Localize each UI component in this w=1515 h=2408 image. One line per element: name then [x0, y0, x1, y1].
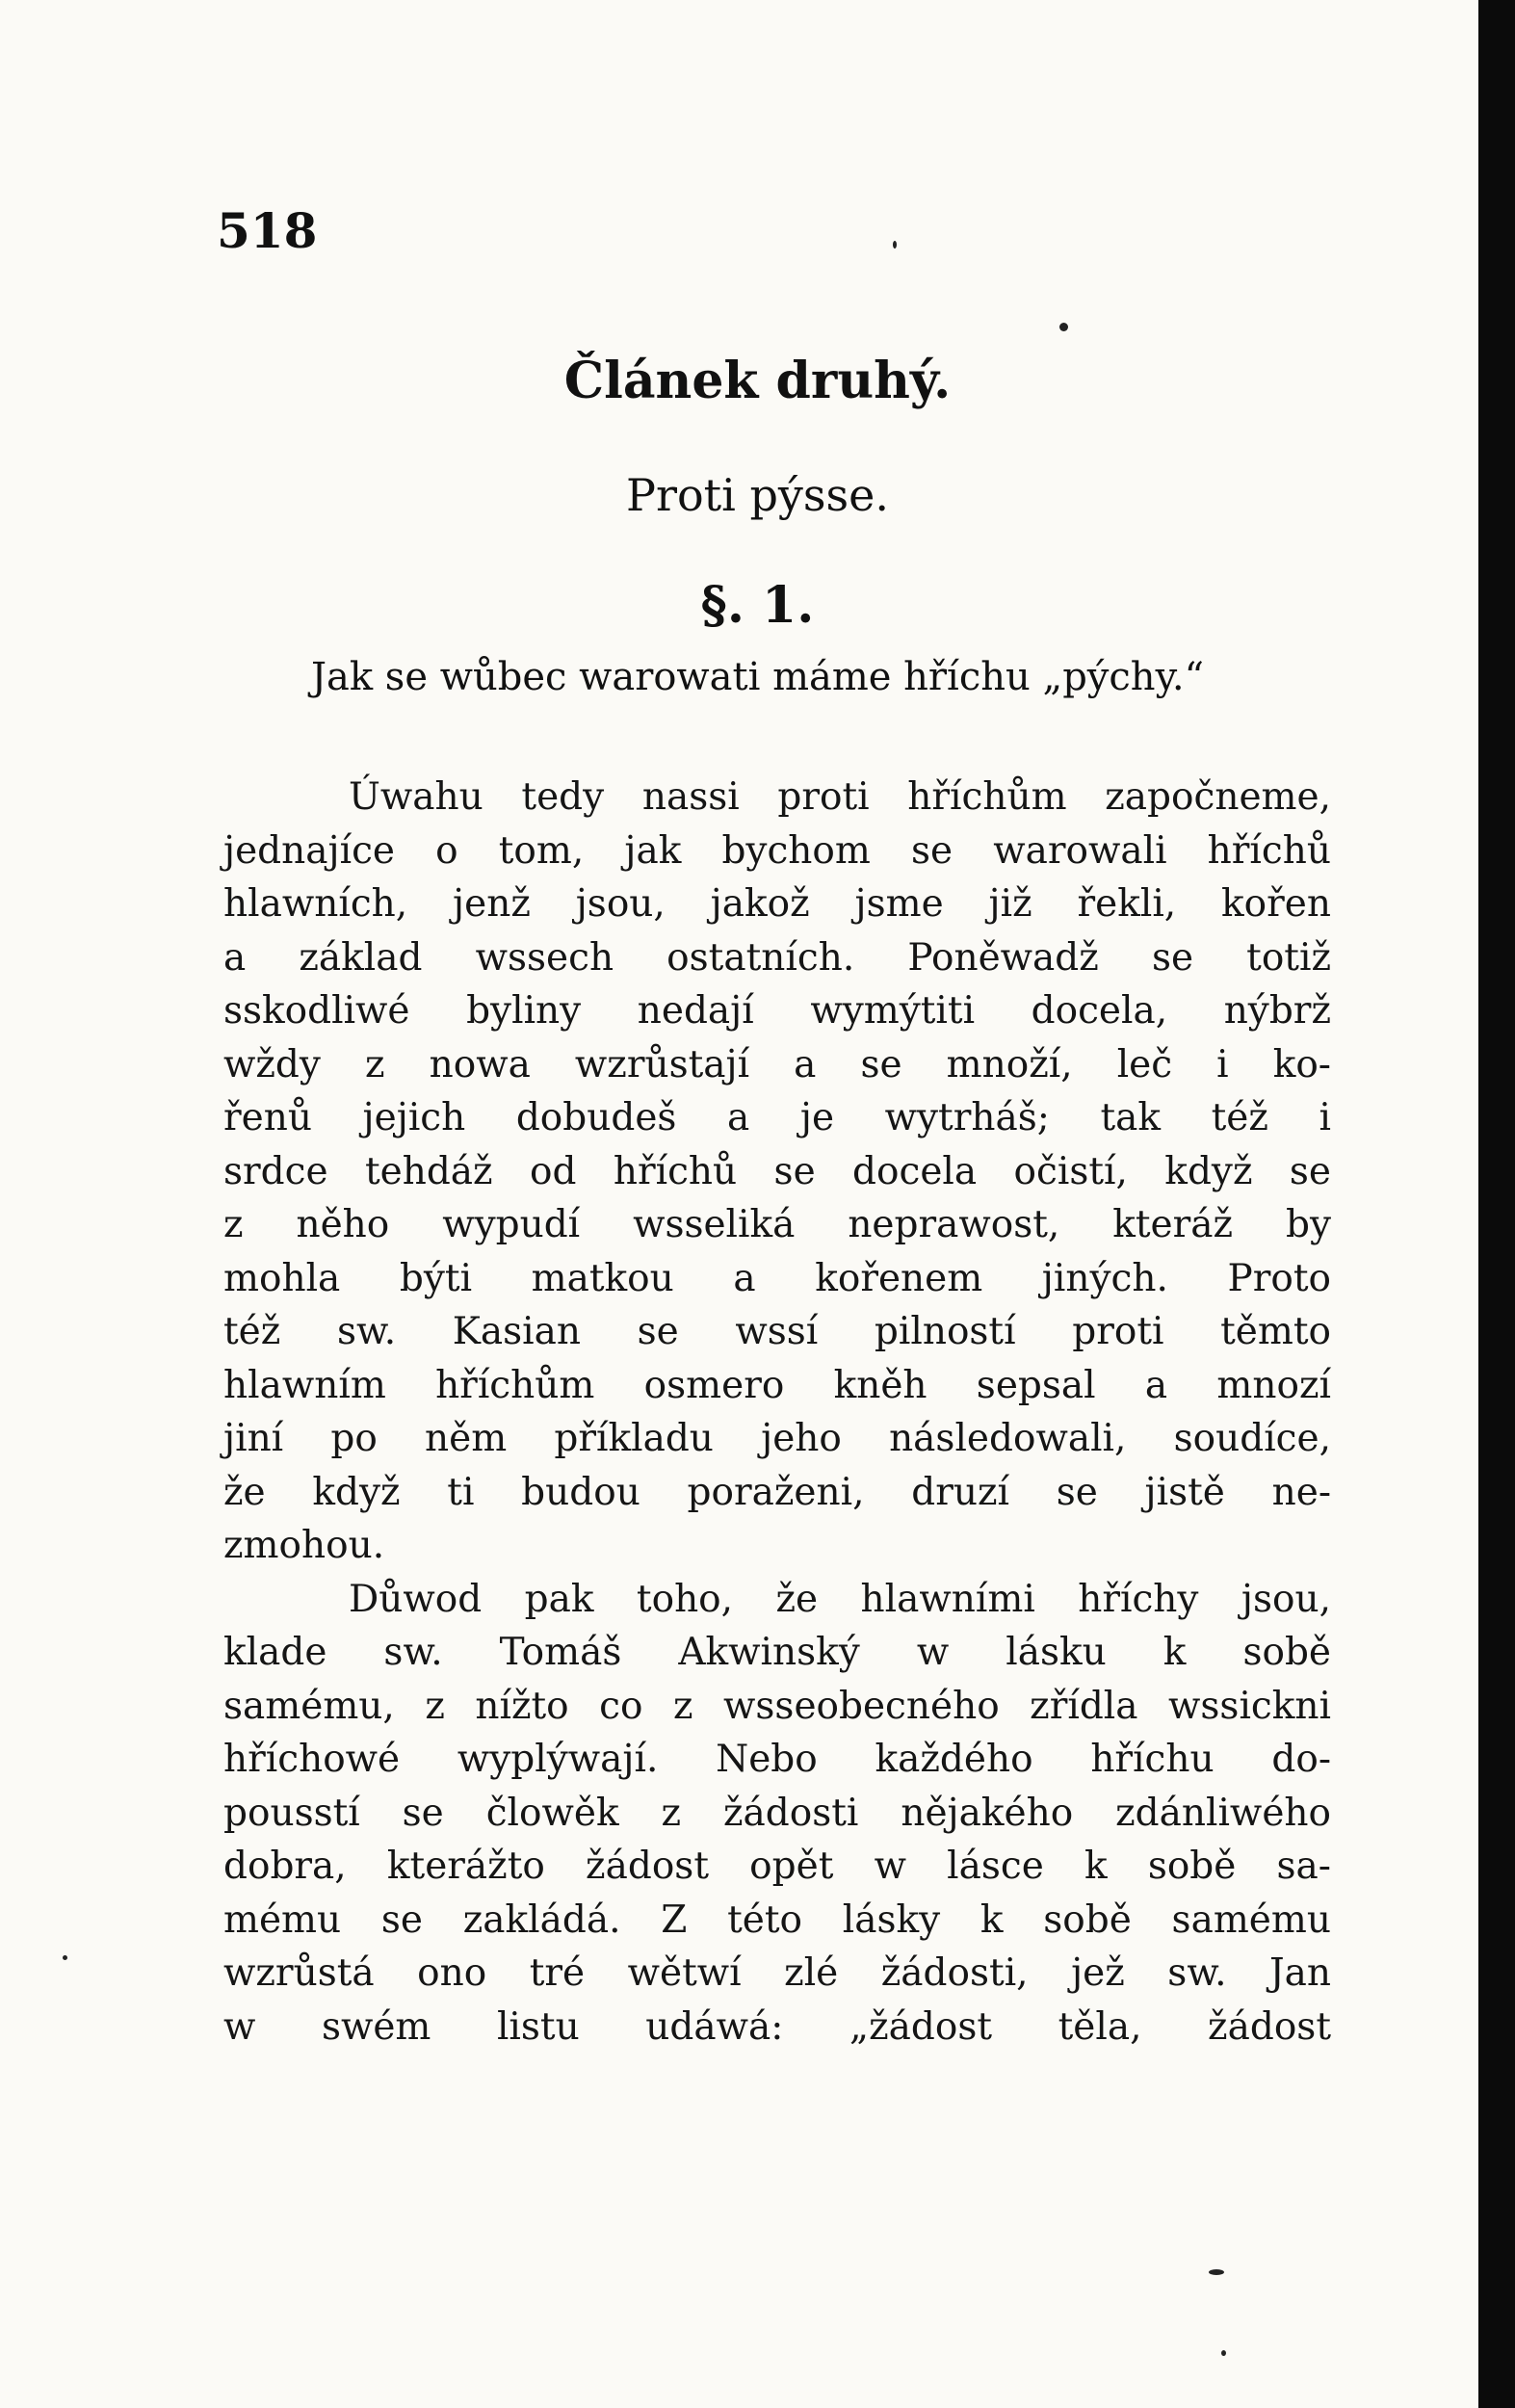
text-line: klade sw. Tomáš Akwinský w lásku k sobě — [223, 1631, 1331, 1674]
text-line: Důwod pak toho, že hlawními hříchy jsou, — [349, 1577, 1331, 1621]
text-line: dobra, kterážto žádost opět w lásce k sobě sa- — [223, 1845, 1331, 1888]
text-line: a základ wssech ostatních. Poněwadž se totiž — [223, 935, 1331, 980]
page-number: 518 — [217, 202, 318, 259]
text-line: řenů jejich dobudeš a je wytrháš; tak též i — [223, 1096, 1331, 1139]
text-line: že když ti budou poraženi, druzí se jistě ne- — [223, 1470, 1331, 1514]
text-line: hříchowé wyplýwají. Nebo každého hříchu do- — [223, 1738, 1331, 1781]
ink-speck — [1059, 323, 1068, 331]
text-line: wždy z nowa wzrůstají a se množí, leč i ko- — [223, 1042, 1331, 1086]
text-line: z něho wypudí wsseliká neprawost, kteráž by — [223, 1203, 1331, 1246]
text-line: mému se zakládá. Z této lásky k sobě samému — [223, 1898, 1331, 1942]
text-line: mohla býti matkou a kořenem jiných. Proto — [223, 1256, 1331, 1300]
text-line: pousstí se člowěk z žádosti nějakého zdánliwého — [223, 1791, 1331, 1835]
ink-speck — [893, 241, 897, 249]
text-line: jiní po něm příkladu jeho následowali, soudíce, — [223, 1417, 1331, 1460]
text-line: samému, z nížto co z wsseobecného zřídla wssickni — [223, 1684, 1331, 1728]
ink-speck — [1209, 2269, 1224, 2275]
text-line: w swém listu udáwá: „žádost těla, žádost — [223, 2004, 1331, 2049]
scan-edge — [1478, 0, 1515, 2408]
text-line: hlawních, jenž jsou, jakož jsme již řekli, kořen — [223, 882, 1331, 926]
article-heading: Článek druhý. — [563, 352, 952, 410]
section-number: §. 1. — [700, 576, 815, 635]
ink-speck — [63, 1955, 67, 1960]
text-line: wzrůstá ono tré wětwí zlé žádosti, jež sw. Jan — [223, 1951, 1331, 1995]
section-title: Jak se wůbec warowati máme hříchu „pýchy.“ — [310, 655, 1205, 699]
article-subtitle: Proti pýsse. — [626, 469, 889, 521]
text-line: Úwahu tedy nassi proti hříchům započneme, — [349, 775, 1331, 819]
text-line: též sw. Kasian se wssí pilností proti těmto — [223, 1310, 1331, 1353]
text-line: sskodliwé byliny nedají wymýtiti docela, nýbrž — [223, 989, 1331, 1033]
text-line: jednajíce o tom, jak bychom se warowali hříchů — [223, 828, 1331, 873]
text-line: hlawním hříchům osmero kněh sepsal a mnozí — [223, 1363, 1331, 1407]
text-line: srdce tehdáž od hříchů se docela očistí, když se — [223, 1149, 1331, 1193]
ink-speck — [1221, 2350, 1226, 2356]
text-line: zmohou. — [223, 1524, 385, 1567]
body-text — [223, 771, 1331, 2054]
